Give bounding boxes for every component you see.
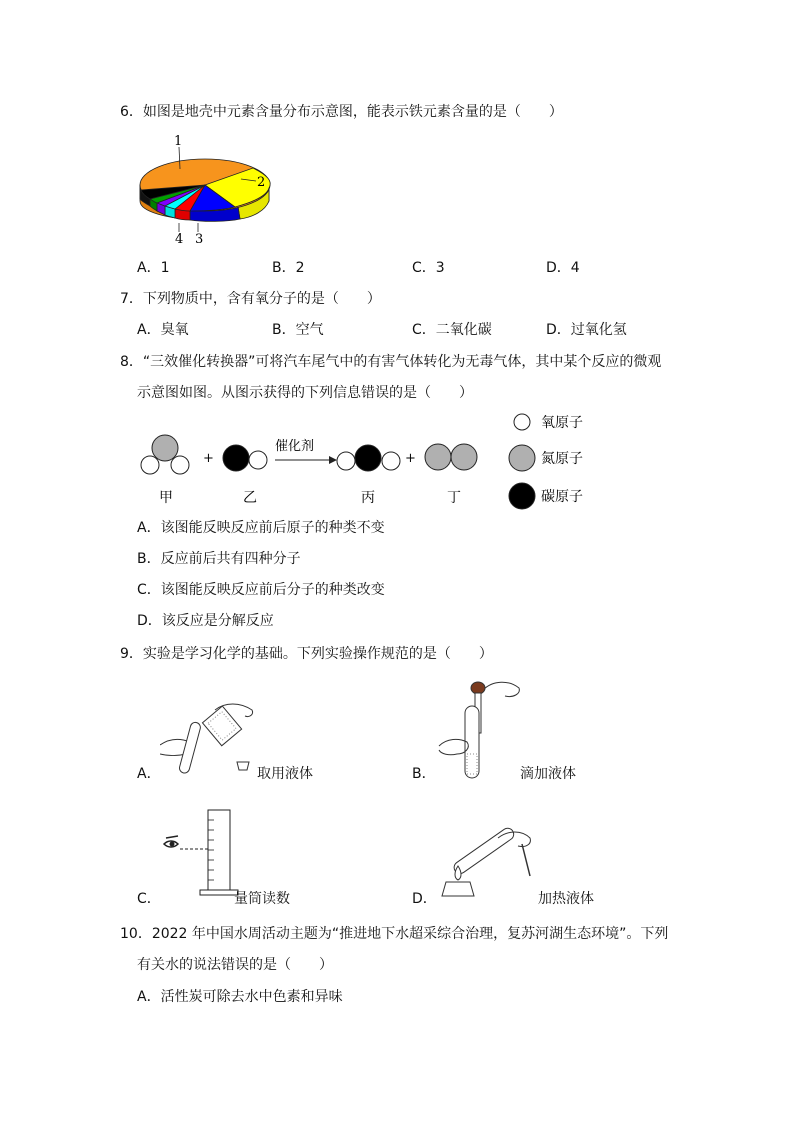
pie-label-4: 4 xyxy=(175,232,184,245)
legend-oxygen-icon xyxy=(514,414,530,430)
ding-nitrogen-atom xyxy=(451,444,477,470)
label-jia: 甲 xyxy=(159,490,173,506)
dropping-liquid-illustration xyxy=(435,676,525,786)
q7-stem: 7．下列物质中，含有氧分子的是（ ） xyxy=(120,291,381,307)
q7-option-a[interactable]: A．臭氧 xyxy=(137,322,189,338)
dropper-bulb-icon xyxy=(471,682,485,694)
pie-label-2: 2 xyxy=(257,175,266,190)
left-hand-icon xyxy=(439,739,468,754)
q8-option-a[interactable]: A．该图能反映反应前后原子的种类不变 xyxy=(137,520,385,536)
plus-sign: + xyxy=(405,451,416,466)
q6-option-c[interactable]: C．3 xyxy=(412,260,445,276)
pie-label-1: 1 xyxy=(174,134,183,149)
q6-option-b[interactable]: B．2 xyxy=(272,260,305,276)
q9-option-c-caption: 量筒读数 xyxy=(234,891,290,907)
q7-option-c[interactable]: C．二氧化碳 xyxy=(412,322,492,338)
q9-option-d-letter[interactable]: D． xyxy=(412,891,437,907)
q9-option-c-letter[interactable]: C． xyxy=(137,891,161,907)
q9-option-a-letter[interactable]: A． xyxy=(137,766,161,782)
pouring-liquid-illustration xyxy=(160,700,260,782)
legend-nitrogen-label: 氮原子 xyxy=(541,451,583,467)
q9-option-a-caption: 取用液体 xyxy=(257,766,313,782)
q9-option-d-caption: 加热液体 xyxy=(538,891,594,907)
q8-stem-line1: 8．“三效催化转换器”可将汽车尾气中的有害气体转化为无毒气体，其中某个反应的微观 xyxy=(120,354,662,370)
bing-oxygen-atom xyxy=(382,452,400,470)
heating-liquid-illustration xyxy=(438,808,538,900)
jia-oxygen-atom xyxy=(141,456,159,474)
legend-carbon-icon xyxy=(509,483,535,509)
tube-holder-icon xyxy=(522,844,530,876)
bing-carbon-atom xyxy=(355,445,381,471)
q9-option-b-caption: 滴加液体 xyxy=(520,766,576,782)
label-ding: 丁 xyxy=(447,490,461,506)
q6-stem: 6．如图是地壳中元素含量分布示意图，能表示铁元素含量的是（ ） xyxy=(120,104,563,120)
ding-nitrogen-atom xyxy=(425,444,451,470)
legend-oxygen-label: 氧原子 xyxy=(541,415,583,431)
eyebrow-icon xyxy=(166,836,178,838)
pie-label-3: 3 xyxy=(195,232,204,245)
q7-option-d[interactable]: D．过氧化氢 xyxy=(546,322,627,338)
yi-carbon-atom xyxy=(223,445,249,471)
q9-stem: 9．实验是学习化学的基础。下列实验操作规范的是（ ） xyxy=(120,646,493,662)
jia-nitrogen-atom xyxy=(152,435,178,461)
yi-oxygen-atom xyxy=(249,451,267,469)
q8-option-c[interactable]: C．该图能反映反应前后分子的种类改变 xyxy=(137,582,385,598)
catalyst-label: 催化剂 xyxy=(275,439,315,454)
q8-option-d[interactable]: D．该反应是分解反应 xyxy=(137,613,274,629)
label-bing: 丙 xyxy=(361,490,375,506)
bottle-stopper-icon xyxy=(237,762,249,770)
plus-sign: + xyxy=(203,451,214,466)
legend-nitrogen-icon xyxy=(509,445,535,471)
label-yi: 乙 xyxy=(243,490,257,506)
q7-option-b[interactable]: B．空气 xyxy=(272,322,324,338)
q10-option-a[interactable]: A．活性炭可除去水中色素和异味 xyxy=(137,989,343,1005)
jia-oxygen-atom xyxy=(171,456,189,474)
cylinder-reading-illustration xyxy=(160,800,240,900)
q10-stem-line2: 有关水的说法错误的是（ ） xyxy=(137,957,333,973)
test-tube-icon xyxy=(178,721,201,774)
bing-oxygen-atom xyxy=(337,452,355,470)
eye-pupil xyxy=(170,842,175,847)
reaction-micro-diagram xyxy=(135,410,635,510)
q6-option-a[interactable]: A．1 xyxy=(137,260,170,276)
arrowhead-icon xyxy=(329,456,337,464)
q9-option-b-letter[interactable]: B． xyxy=(412,766,436,782)
cylinder-base xyxy=(200,890,238,895)
q10-stem-line1: 10．2022 年中国水周活动主题为“推进地下水超采综合治理，复苏河湖生态环境”。下列 xyxy=(120,926,669,942)
q8-option-b[interactable]: B．反应前后共有四种分子 xyxy=(137,551,301,567)
crust-element-pie-chart xyxy=(135,133,275,245)
right-hand-icon xyxy=(483,682,519,696)
alcohol-lamp-icon xyxy=(442,882,474,896)
legend-carbon-label: 碳原子 xyxy=(541,489,583,505)
q6-option-d[interactable]: D．4 xyxy=(546,260,580,276)
q8-stem-line2: 示意图如图。从图示获得的下列信息错误的是（ ） xyxy=(137,385,473,401)
